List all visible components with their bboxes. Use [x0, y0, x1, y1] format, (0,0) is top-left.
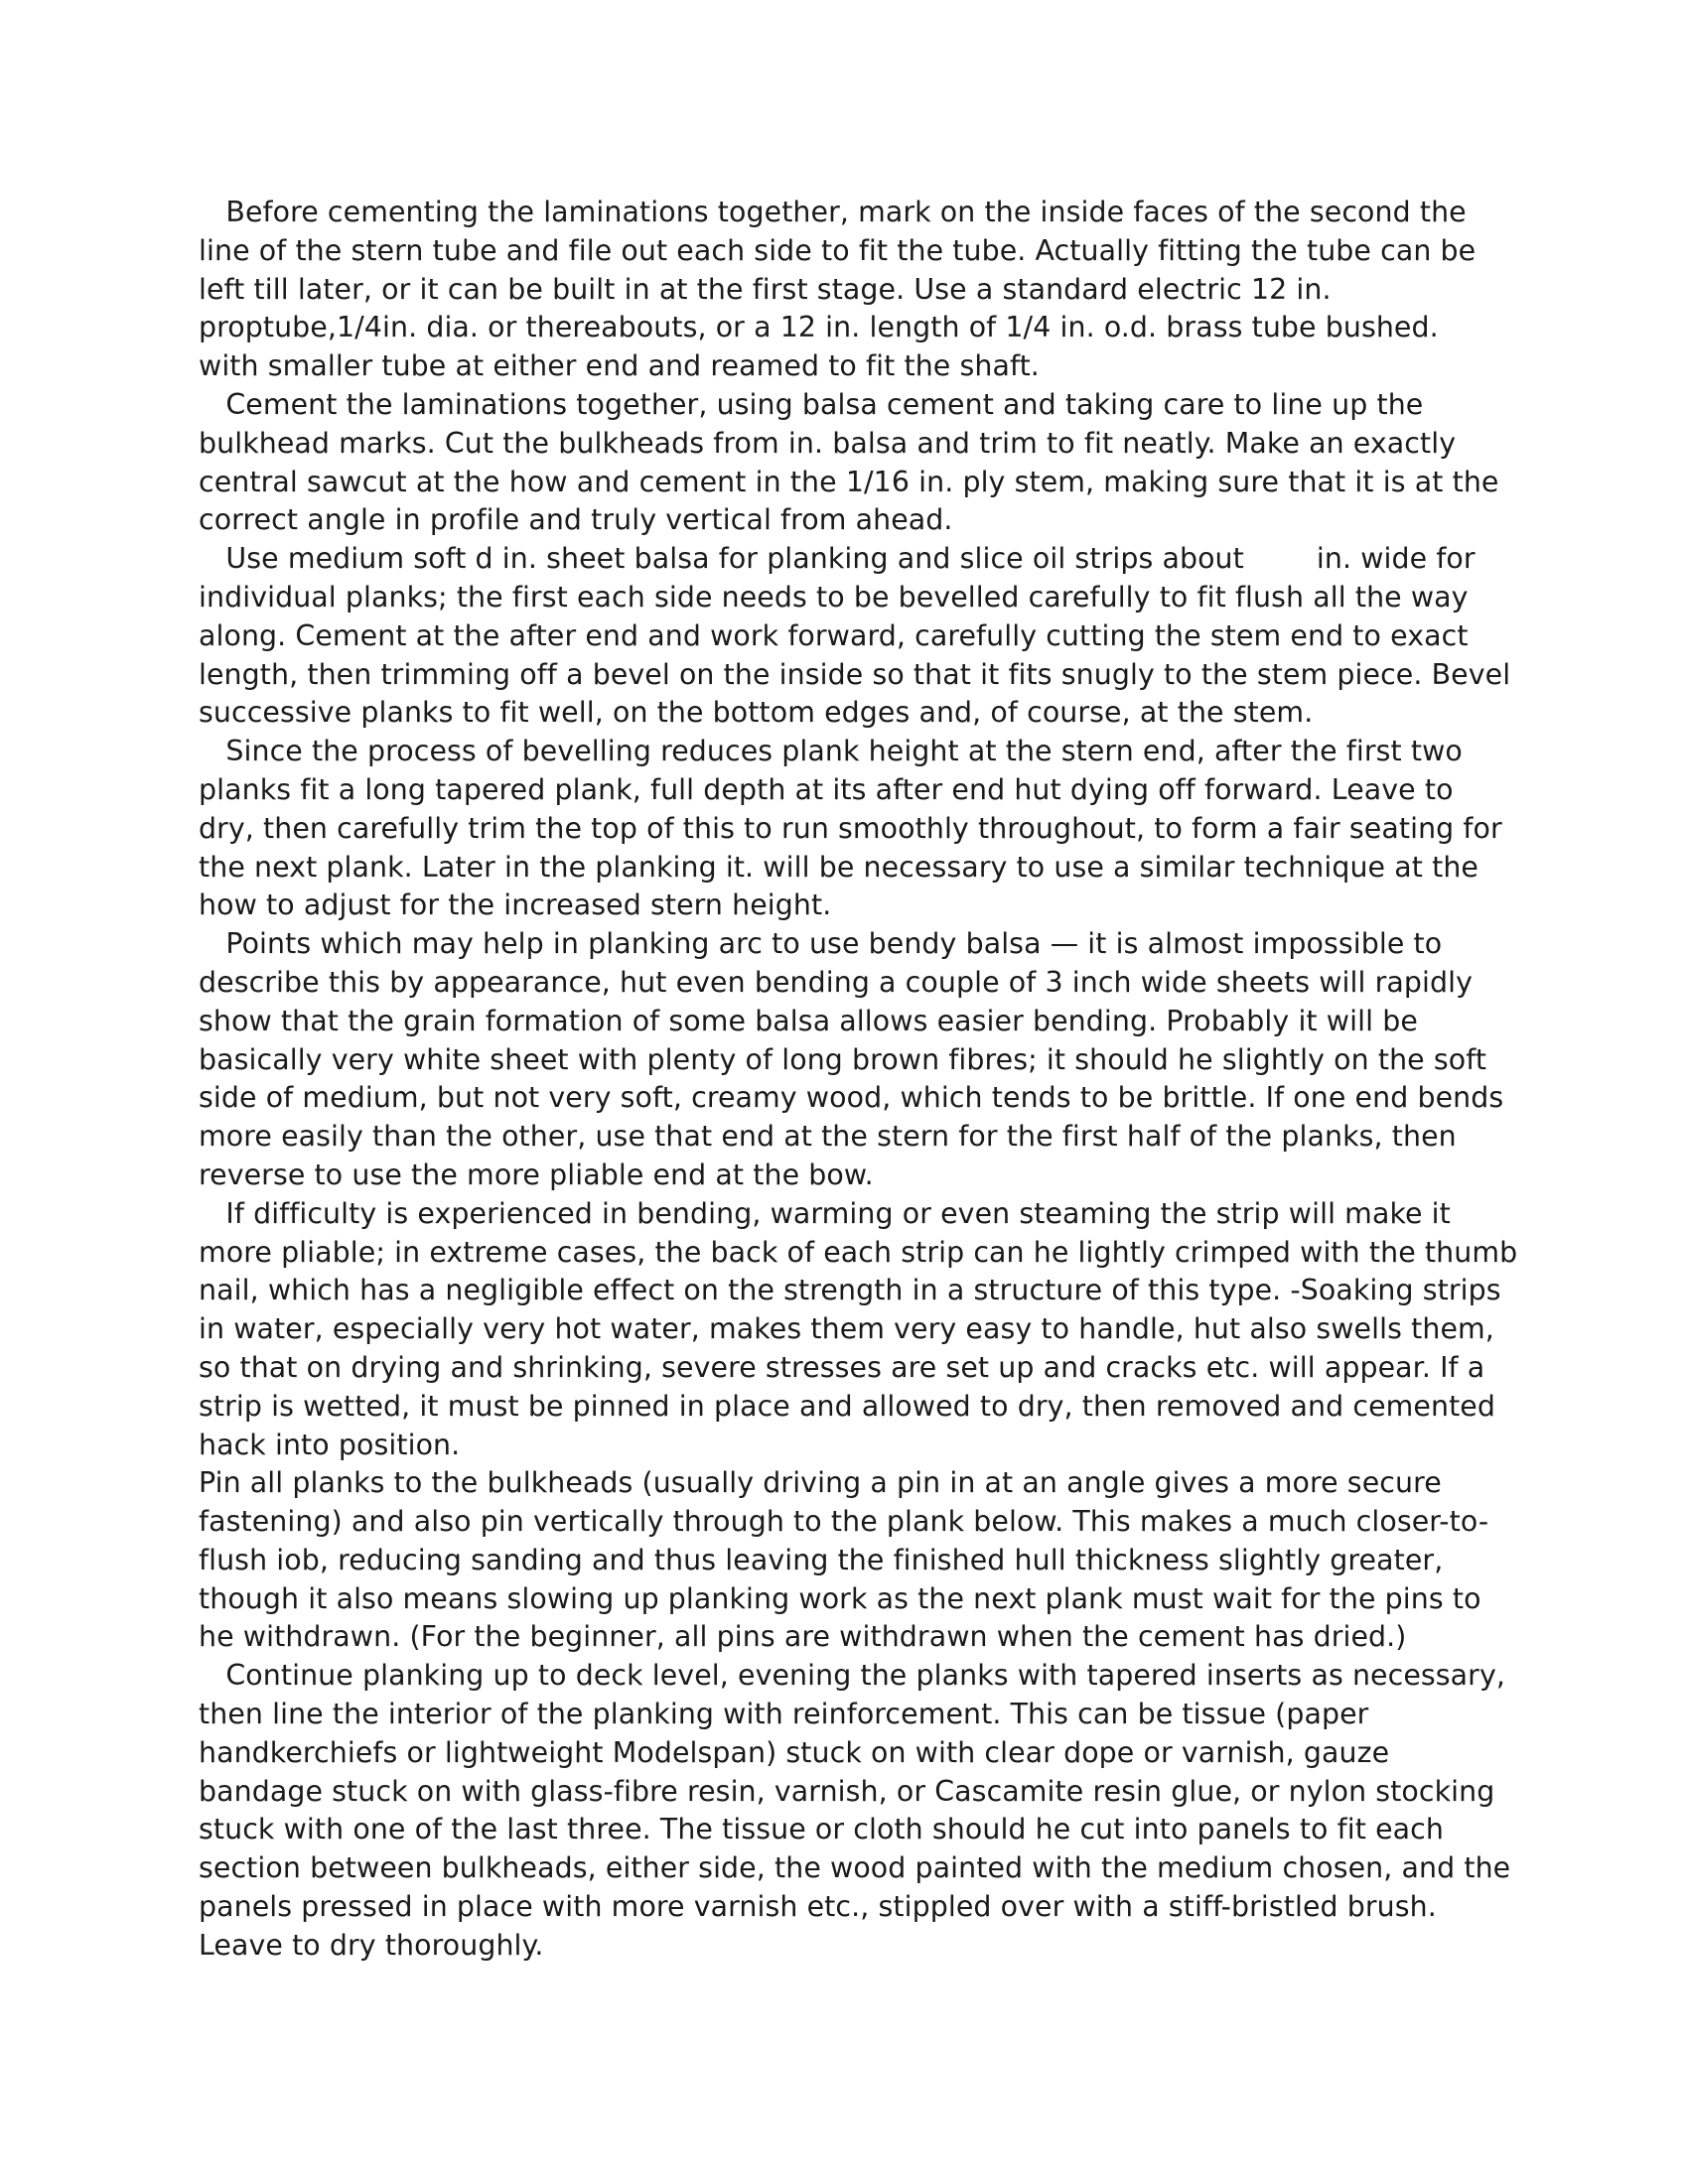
text-line: the next plank. Later in the planking it. will be necessary to use a similar technique at the — [199, 850, 1478, 884]
text-line: bandage stuck on with glass-fibre resin, varnish, or Cascamite resin glue, or nylon stocking — [199, 1774, 1495, 1808]
text-line: describe this by appearance, hut even bending a couple of 3 inch wide sheets will rapidly — [199, 965, 1474, 999]
text-line: stuck with one of the last three. The tissue or cloth should he cut into panels to fit each — [199, 1813, 1444, 1846]
text-line: basically very white sheet with plenty of long brown fibres; it should he slightly on the soft — [199, 1042, 1487, 1076]
text-line: strip is wetted, it must be pinned in place and allowed to dry, then removed and cemented — [199, 1389, 1495, 1423]
text-line: Leave to dry thoroughly. — [199, 1928, 544, 1962]
text-line: along. Cement at the after end and work forward, carefully cutting the stem end to exact — [199, 618, 1469, 652]
text-line: planks fit a long tapered plank, full depth at its after end hut dying off forward. Leave to — [199, 772, 1454, 806]
text-line: Cement the laminations together, using balsa cement and taking care to line up the — [199, 387, 1424, 421]
text-line: flush iob, reducing sanding and thus leaving the finished hull thickness slightly greater, — [199, 1543, 1444, 1576]
text-line: successive planks to fit well, on the bottom edges and, of course, at the stem. — [199, 696, 1314, 730]
text-line: Pin all planks to the bulkheads (usually driving a pin in at an angle gives a more secure — [199, 1466, 1442, 1500]
text-line: more easily than the other, use that end at the stern for the first half of the planks, then — [199, 1120, 1457, 1154]
text-line: then line the interior of the planking with reinforcement. This can be tissue (paper — [199, 1698, 1369, 1731]
text-line: with smaller tube at either end and reamed to fit the shaft. — [199, 349, 1040, 383]
text-line: Points which may help in planking arc to use bendy balsa — it is almost impossible to — [199, 927, 1443, 961]
text-line: handkerchiefs or lightweight Modelspan) stuck on with clear dope or varnish, gauze — [199, 1735, 1390, 1769]
text-line: line of the stern tube and file out each side to fit the tube. Actually fitting the tube can be — [199, 233, 1477, 267]
text-line: proptube,1/4in. dia. or thereabouts, or a 12 in. length of 1/4 in. o.d. brass tube bushed. — [199, 311, 1439, 344]
body-text — [199, 194, 1518, 1966]
text-line: Use medium soft d in. sheet balsa for planking and slice oil strips about in. wide for — [199, 542, 1476, 576]
text-line: reverse to use the more pliable end at the bow. — [199, 1158, 874, 1191]
text-line: bulkhead marks. Cut the bulkheads from in. balsa and trim to fit neatly. Make an exactly — [199, 426, 1457, 460]
text-line: left till later, or it can be built in at the first stage. Use a standard electric 12 in. — [199, 272, 1332, 306]
text-line: dry, then carefully trim the top of this to run smoothly throughout, to form a fair seating for — [199, 811, 1502, 845]
text-line: length, then trimming off a bevel on the inside so that it fits snugly to the stem piece. Bevel — [199, 657, 1511, 691]
text-line: how to adjust for the increased stern height. — [199, 888, 832, 922]
text-line: Since the process of bevelling reduces plank height at the stern end, after the first two — [199, 735, 1463, 768]
text-line: more pliable; in extreme cases, the back of each strip can he lightly crimped with the thumb — [199, 1235, 1518, 1269]
text-line: section between bulkheads, either side, the wood painted with the medium chosen, and the — [199, 1851, 1511, 1885]
text-line: side of medium, but not very soft, creamy wood, which tends to be brittle. If one end bends — [199, 1081, 1504, 1115]
text-line: individual planks; the first each side needs to be bevelled carefully to fit flush all the way — [199, 580, 1469, 614]
text-line: Before cementing the laminations together, mark on the inside faces of the second the — [199, 196, 1467, 228]
text-line: though it also means slowing up planking work as the next plank must wait for the pins to — [199, 1581, 1481, 1615]
text-line: If difficulty is experienced in bending, warming or even steaming the strip will make it — [199, 1196, 1451, 1230]
text-line: he withdrawn. (For the beginner, all pins are withdrawn when the cement has dried.) — [199, 1620, 1407, 1654]
text-line: show that the grain formation of some balsa allows easier bending. Probably it will be — [199, 1004, 1418, 1037]
text-line: hack into position. — [199, 1428, 461, 1461]
text-line: central sawcut at the how and cement in the 1/16 in. ply stem, making sure that it is at the — [199, 465, 1499, 498]
text-line: in water, especially very hot water, makes them very easy to handle, hut also swells them, — [199, 1312, 1494, 1346]
text-line: nail, which has a negligible effect on the strength in a structure of this type. -Soaking strips — [199, 1274, 1501, 1307]
text-line: Continue planking up to deck level, evening the planks with tapered inserts as necessary, — [199, 1659, 1505, 1693]
text-line: so that on drying and shrinking, severe stresses are set up and cracks etc. will appear. If a — [199, 1350, 1485, 1384]
text-line: fastening) and also pin vertically through to the plank below. This makes a much closer-to- — [199, 1505, 1489, 1539]
text-line: panels pressed in place with more varnish etc., stippled over with a stiff-bristled brush. — [199, 1890, 1437, 1924]
text-line: correct angle in profile and truly vertical from ahead. — [199, 503, 953, 537]
